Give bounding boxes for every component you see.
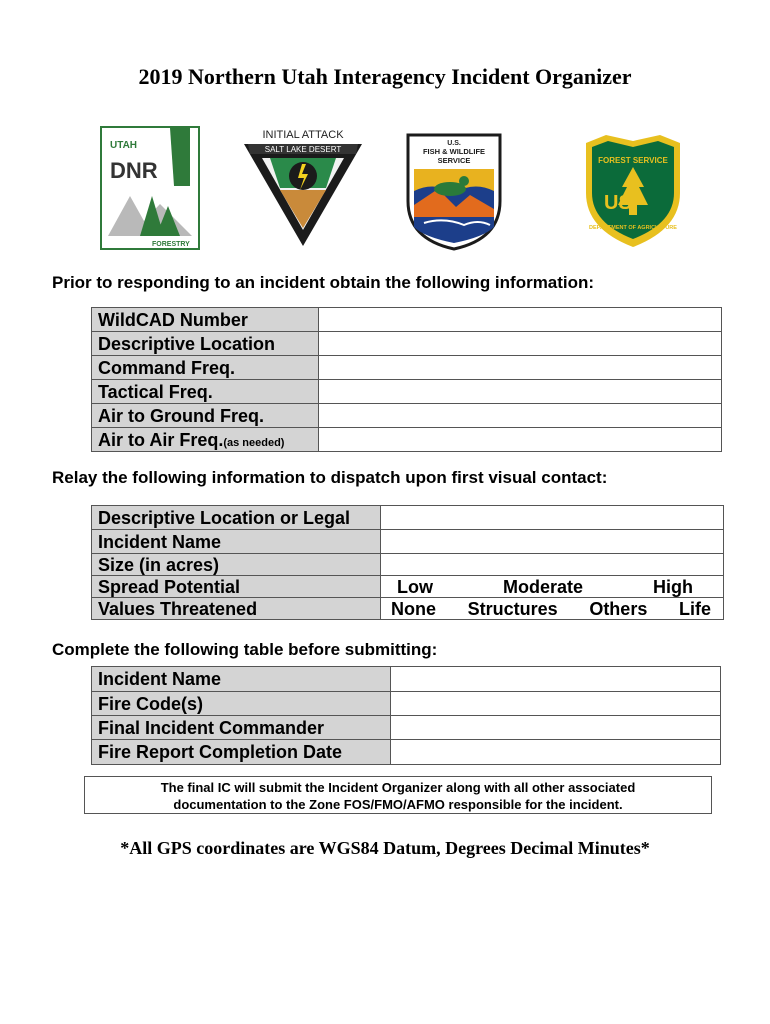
- spread-high-option[interactable]: High: [652, 576, 693, 597]
- usfs-u-text: US: [604, 192, 632, 214]
- location-or-legal-field[interactable]: [381, 506, 724, 530]
- before-submitting-table: [91, 666, 721, 765]
- fws-line2: FISH & WILDLIFE: [422, 147, 486, 156]
- fire-report-date-field[interactable]: [391, 740, 721, 765]
- table-row: [92, 404, 722, 428]
- values-none-option[interactable]: None: [391, 598, 436, 619]
- notice-line1: The final IC will submit the Incident Organizer along with all other associated: [160, 780, 636, 795]
- section2-heading: Relay the following information to dispatch upon first visual contact:: [52, 468, 608, 487]
- pre-response-table: [91, 307, 722, 452]
- values-threatened-options: [381, 598, 724, 620]
- as-needed-note: (as needed): [223, 436, 285, 449]
- air-to-air-freq-field[interactable]: [319, 428, 722, 452]
- final-incident-name-label: Incident Name: [92, 667, 391, 692]
- final-incident-commander-field[interactable]: [391, 716, 721, 740]
- usfs-shield-logo: [582, 131, 684, 249]
- first-contact-table: [91, 505, 724, 620]
- blm-sub-text: SALT LAKE DESERT: [264, 145, 342, 154]
- blm-initial-attack-logo: [240, 128, 366, 250]
- table-row: [92, 598, 724, 620]
- tactical-freq-field[interactable]: [319, 380, 722, 404]
- air-to-air-freq-label: [92, 428, 319, 452]
- final-incident-commander-label: Final Incident Commander: [92, 716, 391, 740]
- spread-potential-label: Spread Potential: [92, 576, 381, 598]
- size-acres-label: Size (in acres): [92, 554, 381, 576]
- table-row: [92, 692, 721, 716]
- fws-line3: SERVICE: [437, 156, 471, 165]
- table-row: [92, 554, 724, 576]
- notice-line2: documentation to the Zone FOS/FMO/AFMO responsible for the incident.: [173, 797, 623, 812]
- fire-report-date-label: Fire Report Completion Date: [92, 740, 391, 765]
- usfs-bottom-text: DEPARTMENT OF AGRICULTURE: [589, 225, 677, 231]
- table-row: [92, 740, 721, 765]
- page-title: 2019 Northern Utah Interagency Incident Organizer: [138, 64, 632, 89]
- command-freq-label: Command Freq.: [92, 356, 319, 380]
- fire-codes-field[interactable]: [391, 692, 721, 716]
- incident-name-field[interactable]: [381, 530, 724, 554]
- table-row: [92, 667, 721, 692]
- incident-name-label: Incident Name: [92, 530, 381, 554]
- table-row: [92, 576, 724, 598]
- values-structures-option[interactable]: Structures: [467, 598, 558, 619]
- wildcad-number-label: WildCAD Number: [92, 308, 319, 332]
- values-life-option[interactable]: Life: [678, 598, 711, 619]
- descriptive-location-label: Descriptive Location: [92, 332, 319, 356]
- table-row: [92, 506, 724, 530]
- final-incident-name-field[interactable]: [391, 667, 721, 692]
- blm-top-text: INITIAL ATTACK: [262, 129, 344, 141]
- agency-logos: [0, 0, 770, 260]
- section1-heading: Prior to responding to an incident obtain the following information:: [52, 273, 595, 292]
- descriptive-location-field[interactable]: [319, 332, 722, 356]
- dnr-division-text: FORESTRY: [152, 241, 190, 248]
- table-row: [92, 428, 722, 452]
- dnr-name-text: DNR: [110, 158, 158, 183]
- spread-moderate-option[interactable]: Moderate: [502, 576, 583, 597]
- submission-notice: [84, 776, 712, 814]
- wildcad-number-field[interactable]: [319, 308, 722, 332]
- usfs-top-text: FOREST SERVICE: [598, 156, 668, 165]
- table-row: [92, 356, 722, 380]
- location-or-legal-label: Descriptive Location or Legal: [92, 506, 381, 530]
- spread-potential-options: [381, 576, 724, 598]
- usfws-logo: [404, 131, 504, 251]
- values-threatened-label: Values Threatened: [92, 598, 381, 620]
- table-row: [92, 716, 721, 740]
- utah-dnr-logo: [100, 126, 200, 250]
- fire-codes-label: Fire Code(s): [92, 692, 391, 716]
- spread-low-option[interactable]: Low: [397, 576, 433, 597]
- air-to-ground-freq-field[interactable]: [319, 404, 722, 428]
- size-acres-field[interactable]: [381, 554, 724, 576]
- table-row: [92, 308, 722, 332]
- table-row: [92, 530, 724, 554]
- section3-heading: Complete the following table before submitting:: [52, 640, 438, 659]
- air-to-ground-freq-label: Air to Ground Freq.: [92, 404, 319, 428]
- values-others-option[interactable]: Others: [589, 598, 648, 619]
- tactical-freq-label: Tactical Freq.: [92, 380, 319, 404]
- fws-line1: U.S.: [447, 140, 461, 147]
- table-row: [92, 380, 722, 404]
- dnr-state-text: UTAH: [110, 140, 138, 151]
- command-freq-field[interactable]: [319, 356, 722, 380]
- air-to-air-freq-text: Air to Air Freq.: [98, 429, 224, 450]
- table-row: [92, 332, 722, 356]
- gps-datum-note: *All GPS coordinates are WGS84 Datum, Degrees Decimal Minutes*: [120, 838, 650, 858]
